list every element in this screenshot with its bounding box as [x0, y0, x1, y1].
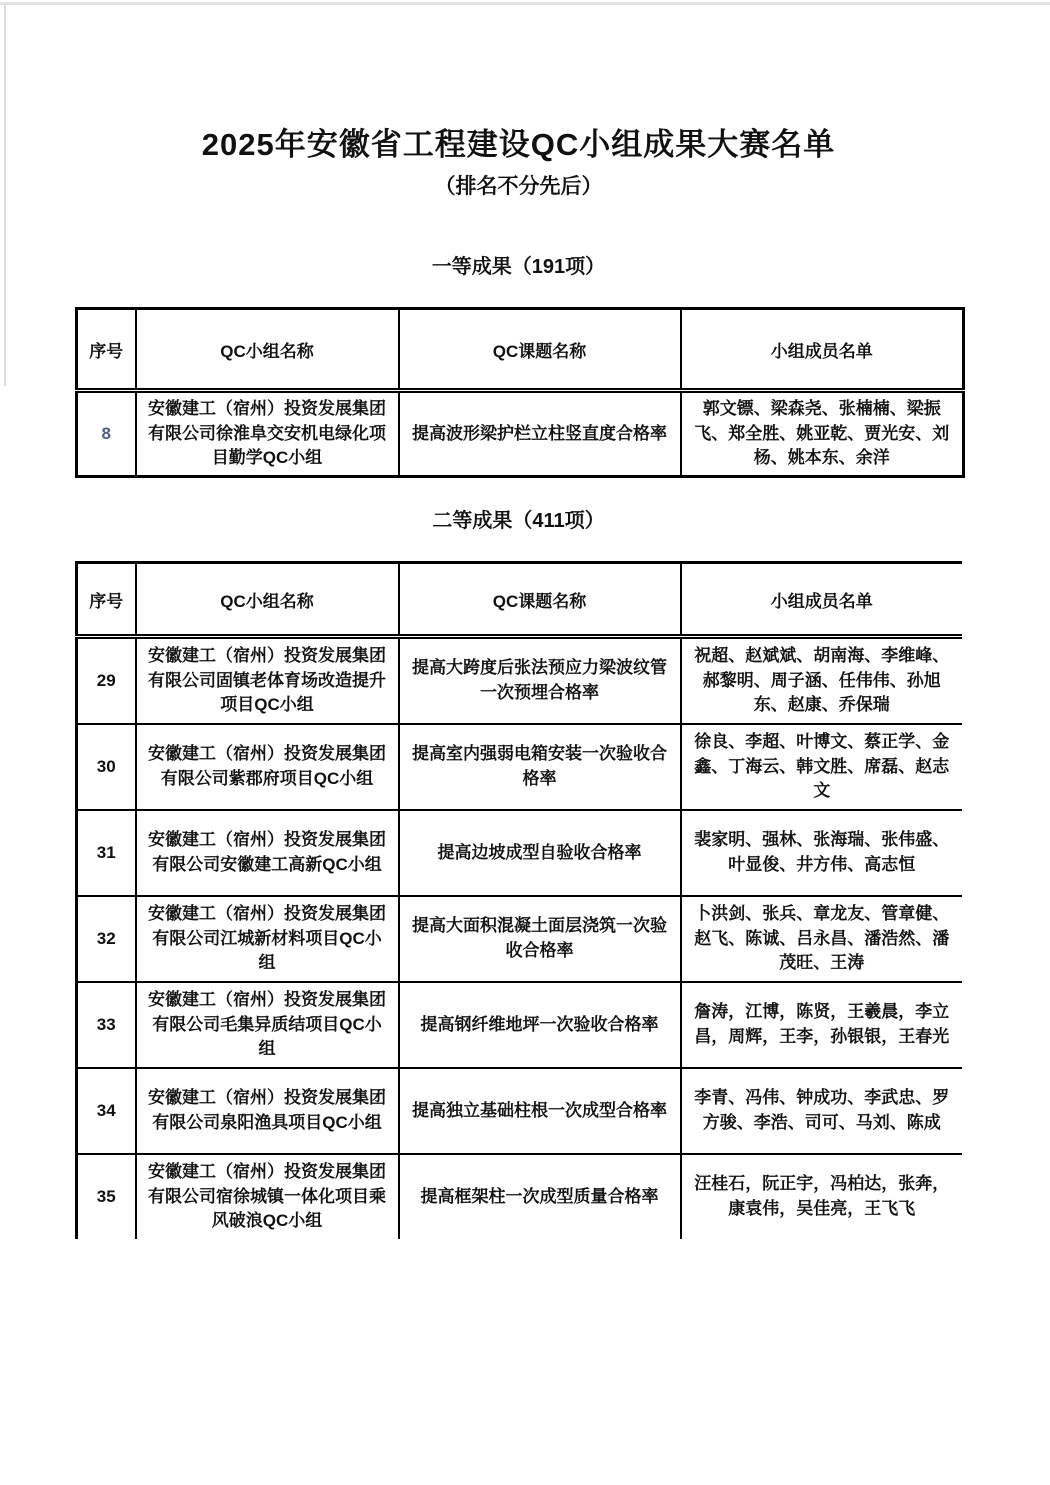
table-row [77, 896, 963, 982]
table-row [77, 982, 963, 1068]
document-page [75, 0, 962, 1239]
cell-serial: 29 [77, 637, 136, 725]
cell-topic: 提高室内强弱电箱安装一次验收合格率 [399, 724, 681, 810]
cell-members: 詹涛，江博，陈贤，王羲晨，李立昌，周辉，王李，孙银银，王春光 [681, 982, 963, 1068]
cell-serial: 31 [77, 810, 136, 896]
page-title: 2025年安徽省工程建设QC小组成果大赛名单 [201, 127, 836, 162]
cell-members: 卜洪剑、张兵、章龙友、管章健、赵飞、陈诚、吕永昌、潘浩然、潘茂旺、王涛 [681, 896, 963, 982]
second-prize-table [75, 561, 962, 1239]
cell-serial: 8 [77, 391, 136, 477]
table-header-row [77, 309, 964, 391]
cell-members: 祝超、赵斌斌、胡南海、李维峰、郝黎明、周子涵、任伟伟、孙旭东、赵康、乔保瑞 [681, 637, 963, 725]
cell-serial: 33 [77, 982, 136, 1068]
page-subtitle: （排名不分先后） [434, 175, 603, 199]
cell-topic: 提高钢纤维地坪一次验收合格率 [399, 982, 681, 1068]
header-cell-serial: 序号 [77, 309, 136, 391]
table-row [77, 1068, 963, 1154]
cell-topic: 提高大面积混凝土面层浇筑一次验收合格率 [399, 896, 681, 982]
cell-group-name: 安徽建工（宿州）投资发展集团有限公司宿徐城镇一体化项目乘风破浪QC小组 [136, 1154, 399, 1239]
cell-members: 郭文镖、梁森尧、张楠楠、梁振飞、郑全胜、姚亚乾、贾光安、刘杨、姚本东、余洋 [681, 391, 964, 477]
cell-serial: 30 [77, 724, 136, 810]
cell-topic: 提高独立基础柱根一次成型合格率 [399, 1068, 681, 1154]
second-prize-table-wrapper [75, 561, 962, 1239]
cell-group-name: 安徽建工（宿州）投资发展集团有限公司泉阳渔具项目QC小组 [136, 1068, 399, 1154]
table-row [77, 1154, 963, 1239]
cell-members: 裴家明、强林、张海瑞、张伟盛、叶显俊、井方伟、高志恒 [681, 810, 963, 896]
cell-members: 汪桂石，阮正宇，冯柏达，张奔，康袁伟，吴佳亮，王飞飞 [681, 1154, 963, 1239]
cell-topic: 提高边坡成型自验收合格率 [399, 810, 681, 896]
table-row [77, 724, 963, 810]
cell-topic: 提高框架柱一次成型质量合格率 [399, 1154, 681, 1239]
table-row [77, 810, 963, 896]
cell-group-name: 安徽建工（宿州）投资发展集团有限公司江城新材料项目QC小组 [136, 896, 399, 982]
header-cell-group-name: QC小组名称 [136, 309, 399, 391]
cell-group-name: 安徽建工（宿州）投资发展集团有限公司紫郡府项目QC小组 [136, 724, 399, 810]
header-cell-group-name: QC小组名称 [136, 563, 399, 637]
table-row [77, 637, 963, 725]
page-left-edge [4, 4, 6, 386]
section-heading-first-prize: 一等成果（191项） [431, 256, 606, 279]
cell-serial: 35 [77, 1154, 136, 1239]
cell-group-name: 安徽建工（宿州）投资发展集团有限公司安徽建工高新QC小组 [136, 810, 399, 896]
cell-serial: 34 [77, 1068, 136, 1154]
table-row [77, 391, 964, 477]
cell-topic: 提高波形梁护栏立柱竖直度合格率 [399, 391, 681, 477]
header-cell-serial: 序号 [77, 563, 136, 637]
section-heading-second-prize: 二等成果（411项） [432, 510, 605, 533]
cell-group-name: 安徽建工（宿州）投资发展集团有限公司固镇老体育场改造提升项目QC小组 [136, 637, 399, 725]
cell-members: 徐良、李超、叶博文、蔡正学、金鑫、丁海云、韩文胜、席磊、赵志文 [681, 724, 963, 810]
first-prize-table [75, 307, 965, 478]
header-cell-members: 小组成员名单 [681, 563, 963, 637]
header-cell-topic-name: QC课题名称 [399, 563, 681, 637]
cell-group-name: 安徽建工（宿州）投资发展集团有限公司徐淮阜交安机电绿化项目勤学QC小组 [136, 391, 399, 477]
header-cell-topic-name: QC课题名称 [399, 309, 681, 391]
header-cell-members: 小组成员名单 [681, 309, 964, 391]
table-header-row [77, 563, 963, 637]
cell-members: 李青、冯伟、钟成功、李武忠、罗方骏、李浩、司可、马刘、陈成 [681, 1068, 963, 1154]
cell-group-name: 安徽建工（宿州）投资发展集团有限公司毛集异质结项目QC小组 [136, 982, 399, 1068]
first-prize-table-wrapper [75, 307, 962, 478]
cell-serial: 32 [77, 896, 136, 982]
cell-topic: 提高大跨度后张法预应力梁波纹管一次预埋合格率 [399, 637, 681, 725]
